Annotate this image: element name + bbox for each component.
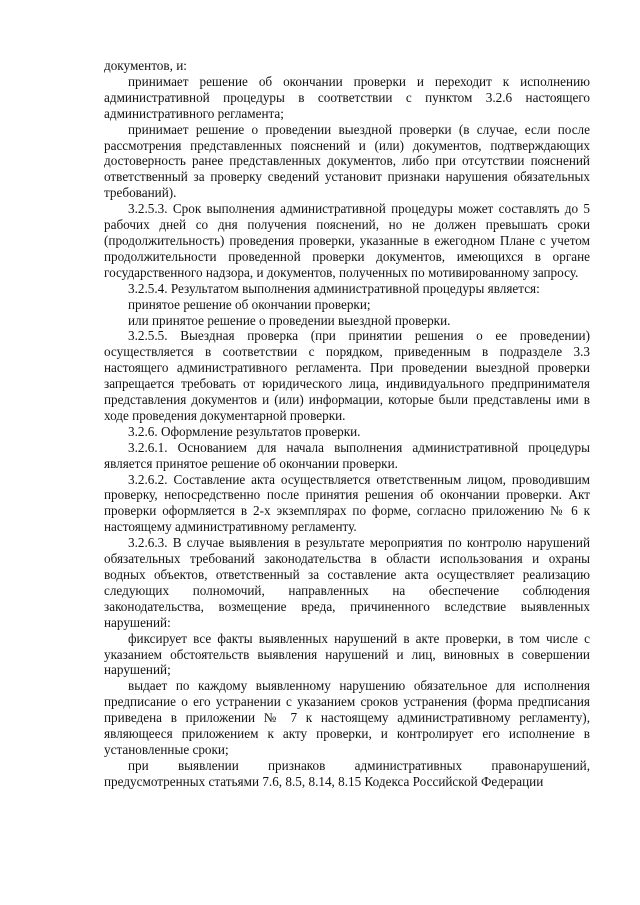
paragraph: фиксирует все факты выявленных нарушений в акте проверки, в том числе с указанием обстоятельств выявления нарушений и лиц, виновных в совершении нарушений; (104, 630, 590, 678)
paragraph: 3.2.5.5. Выездная проверка (при принятии решения о ее проведении) осуществляется в соответствии с порядком, приведенным в подразделе 3.3 настоящего административного регламента. При проведении выездной проверки запрещается требовать от юридического лица, индивидуального предпринимателя представления документов и (или) информации, которые были представлены ими в ходе проведения документарной проверки. (104, 328, 590, 423)
paragraph: принимает решение об окончании проверки и переходит к исполнению административной процедуры в соответствии с пунктом 3.2.6 настоящего административного регламента; (104, 73, 590, 121)
paragraph: принимает решение о проведении выездной проверки (в случае, если после рассмотрения представленных пояснений и (или) документов, подтверждающих достоверность ранее представленных документов, либо при отсутствии пояснений ответственный за проверку сведений установит признаки нарушения обязательных требований). (104, 121, 590, 201)
section-heading: 3.2.6. Оформление результатов проверки. (128, 423, 361, 439)
paragraph: 3.2.6.2. Составление акта осуществляется ответственным лицом, проводившим проверку, непосредственно после принятия решения об окончании проверки. Акт проверки оформляется в 2-х экземплярах по форме, согласно приложению № 6 к настоящему административному регламенту. (104, 471, 590, 535)
paragraph: или принятое решение о проведении выездной проверки. (128, 312, 451, 328)
paragraph: 3.2.6.3. В случае выявления в результате мероприятия по контролю нарушений обязательных требований законодательства в области использования и охраны водных объектов, ответственный за составление акта осуществляет реализацию следующих полномочий, направленных на обеспечение соблюдения законодательства, возмещение вреда, причиненного вследствие выявленных нарушений: (104, 535, 590, 630)
paragraph: 3.2.5.4. Результатом выполнения административной процедуры является: (128, 280, 540, 296)
paragraph: при выявлении признаков административных правонарушений, предусмотренных статьями 7.6, 8.5, 8.14, 8.15 Кодекса Российской Федерации (104, 757, 590, 789)
paragraph: документов, и: (104, 58, 187, 73)
paragraph: 3.2.5.3. Срок выполнения административной процедуры может составлять до 5 рабочих дней со дня получения пояснений, но не должен превышать сроки (продолжительность) проведения проверки, указанные в ежегодном Плане с учетом продолжительности проведенной проверки документов, имеющихся в органе государственного надзора, и документов, полученных по мотивированному запросу. (104, 201, 590, 280)
paragraph: 3.2.6.1. Основанием для начала выполнения административной процедуры является принятое решение об окончании проверки. (104, 439, 590, 471)
paragraph: принятое решение об окончании проверки; (128, 296, 371, 312)
paragraph: выдает по каждому выявленному нарушению обязательное для исполнения предписание о его устранении с указанием сроков устранения (форма предписания приведена в приложении № 7 к настоящему административному регламенту), являющееся приложением к акту проверки, и контролирует его исполнение в установленные сроки; (104, 678, 590, 757)
